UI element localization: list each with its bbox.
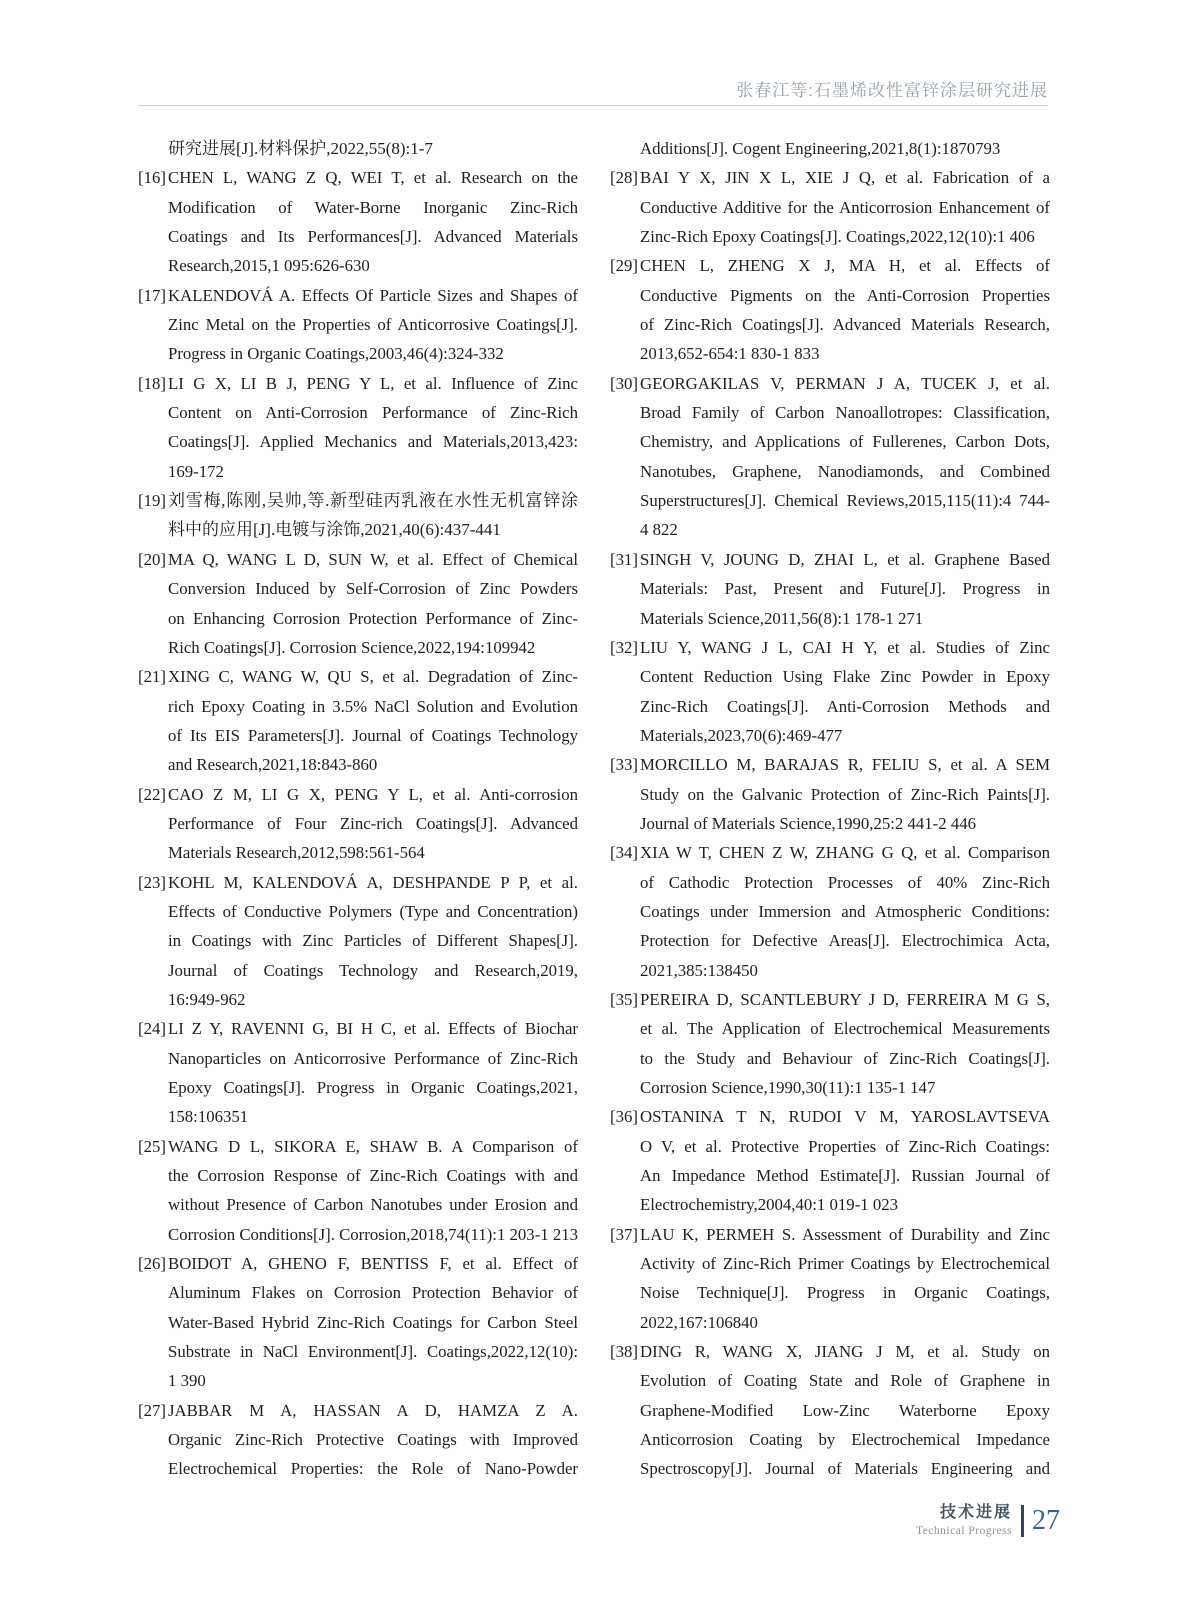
reference-line: Superstructures[J]. Chemical Reviews,2015,115(11):4 744-	[640, 491, 1050, 511]
reference-number: [31]	[610, 549, 638, 569]
reference-line: 2022,167:106840	[640, 1312, 758, 1332]
reference-item	[610, 633, 1050, 750]
reference-line: Conductive Additive for the Anticorrosion Enhancement of	[640, 197, 1050, 217]
page-footer	[916, 1504, 1060, 1537]
reference-text	[168, 1014, 578, 1131]
reference-line: Conductive Pigments on the Anti-Corrosion Properties	[640, 285, 1050, 305]
reference-number	[610, 134, 640, 163]
reference-item	[610, 134, 1050, 163]
reference-item	[610, 1220, 1050, 1337]
reference-line: Materials: Past, Present and Future[J]. Progress in	[640, 579, 1050, 599]
reference-line: 158:106351	[168, 1107, 249, 1127]
reference-line: Chemistry, and Applications of Fullerenes, Carbon Dots,	[640, 432, 1050, 452]
reference-line: LAU K, PERMEH S. Assessment of Durability and Zinc	[640, 1224, 1050, 1244]
reference-text	[168, 134, 578, 163]
reference-number: [16]	[138, 168, 166, 188]
reference-line: Study on the Galvanic Protection of Zinc-Rich Paints[J].	[640, 784, 1050, 804]
reference-line: 2013,652-654:1 830-1 833	[640, 344, 820, 364]
reference-number: [27]	[138, 1400, 166, 1420]
reference-line: LI Z Y, RAVENNI G, BI H C, et al. Effects of Biochar	[168, 1019, 578, 1039]
reference-item	[138, 134, 578, 163]
reference-line: Noise Technique[J]. Progress in Organic Coatings,	[640, 1283, 1050, 1303]
reference-line: Epoxy Coatings[J]. Progress in Organic Coatings,2021,	[168, 1078, 578, 1097]
reference-line: Broad Family of Carbon Nanoallotropes: Classification,	[640, 403, 1050, 423]
reference-line: without Presence of Carbon Nanotubes under Erosion and	[168, 1195, 578, 1215]
reference-line: KOHL M, KALENDOVÁ A, DESHPANDE P P, et al.	[168, 872, 578, 892]
reference-line: of Cathodic Protection Processes of 40% Zinc-Rich	[640, 872, 1050, 892]
reference-item	[138, 486, 578, 545]
reference-line: in Coatings with Zinc Particles of Different Shapes[J].	[168, 931, 578, 951]
reference-text	[640, 163, 1050, 251]
reference-line: Water-Based Hybrid Zinc-Rich Coatings for Carbon Steel	[168, 1312, 578, 1332]
reference-line: Electrochemistry,2004,40:1 019-1 023	[640, 1195, 899, 1215]
reference-line: BOIDOT A, GHENO F, BENTISS F, et al. Effect of	[168, 1254, 578, 1274]
reference-text	[168, 163, 578, 280]
reference-number: [33]	[610, 755, 638, 775]
reference-text	[640, 251, 1050, 368]
reference-line: Substrate in NaCl Environment[J]. Coatings,2022,12(10):	[168, 1342, 578, 1362]
reference-text	[640, 633, 1050, 750]
reference-text	[168, 281, 578, 369]
reference-line: 16:949-962	[168, 989, 246, 1009]
reference-item	[138, 1132, 578, 1249]
reference-line: Additions[J]. Cogent Engineering,2021,8(1):1870793	[640, 139, 1001, 158]
reference-text	[640, 545, 1050, 633]
reference-item	[610, 369, 1050, 545]
reference-number: [38]	[610, 1342, 638, 1362]
reference-number: [26]	[138, 1254, 166, 1274]
reference-number: [35]	[610, 989, 638, 1009]
reference-line: An Impedance Method Estimate[J]. Russian Journal of	[640, 1166, 1050, 1186]
reference-text	[168, 486, 578, 545]
reference-text	[640, 369, 1050, 545]
reference-line: of Its EIS Parameters[J]. Journal of Coatings Technology	[168, 725, 578, 745]
reference-line: Corrosion Conditions[J]. Corrosion,2018,74(11):1 203-1 213	[168, 1224, 579, 1244]
reference-text	[640, 134, 1050, 163]
reference-line: Content Reduction Using Flake Zinc Powder in Epoxy	[640, 667, 1050, 687]
reference-line: Zinc-Rich Epoxy Coatings[J]. Coatings,2022,12(10):1 406	[640, 227, 1035, 247]
reference-line: JABBAR M A, HASSAN A D, HAMZA Z A.	[168, 1400, 578, 1420]
reference-line: OSTANINA T N, RUDOI V M, YAROSLAVTSEVA	[640, 1107, 1050, 1127]
reference-line: Progress in Organic Coatings,2003,46(4):324-332	[168, 344, 504, 364]
reference-line: on Enhancing Corrosion Protection Performance of Zinc-	[168, 608, 578, 628]
reference-line: Materials Research,2012,598:561-564	[168, 843, 425, 863]
section-title-en: Technical Progress	[915, 1524, 1012, 1537]
reference-line: LIU Y, WANG J L, CAI H Y, et al. Studies of Zinc	[640, 637, 1050, 657]
reference-line: PEREIRA D, SCANTLEBURY J D, FERREIRA M G S,	[640, 989, 1050, 1009]
reference-item	[138, 545, 578, 662]
reference-line: Corrosion Science,1990,30(11):1 135-1 147	[640, 1078, 936, 1097]
reference-number: [30]	[610, 373, 638, 393]
reference-number: [19]	[138, 491, 166, 511]
reference-item	[610, 163, 1050, 251]
reference-item	[138, 780, 578, 868]
reference-line: SINGH V, JOUNG D, ZHAI L, et al. Graphene Based	[640, 549, 1050, 569]
reference-number: [24]	[138, 1019, 166, 1039]
reference-line: Anticorrosion Coating by Electrochemical Impedance	[640, 1430, 1050, 1450]
reference-line: 刘雪梅,陈刚,吴帅,等.新型硅丙乳液在水性无机富锌涂	[168, 491, 578, 511]
reference-text	[168, 662, 578, 779]
reference-line: Journal of Materials Science,1990,25:2 441-2 446	[640, 813, 977, 833]
reference-line: XING C, WANG W, QU S, et al. Degradation of Zinc-	[168, 667, 578, 687]
reference-line: GEORGAKILAS V, PERMAN J A, TUCEK J, et al.	[640, 373, 1050, 393]
reference-line: 1 390	[168, 1371, 206, 1391]
reference-item	[138, 281, 578, 369]
reference-line: Coatings and Its Performances[J]. Advanced Materials	[168, 227, 578, 247]
reference-line: Spectroscopy[J]. Journal of Materials Engineering and	[640, 1459, 1050, 1479]
reference-line: Zinc-Rich Coatings[J]. Anti-Corrosion Methods and	[640, 696, 1050, 716]
reference-number: [18]	[138, 373, 166, 393]
reference-number: [17]	[138, 285, 166, 305]
reference-line: Zinc Metal on the Properties of Anticorrosive Coatings[J].	[168, 315, 578, 335]
reference-line: Performance of Four Zinc-rich Coatings[J]. Advanced	[168, 813, 578, 833]
reference-text	[640, 1337, 1050, 1484]
reference-line: 4 822	[640, 520, 678, 540]
reference-line: Content on Anti-Corrosion Performance of Zinc-Rich	[168, 403, 578, 423]
reference-line: Activity of Zinc-Rich Primer Coatings by Electrochemical	[640, 1254, 1050, 1274]
reference-item	[138, 1396, 578, 1484]
reference-number: [22]	[138, 784, 166, 804]
reference-text	[168, 1396, 578, 1484]
reference-line: of Zinc-Rich Coatings[J]. Advanced Materials Research,	[640, 315, 1050, 335]
reference-item	[138, 662, 578, 779]
reference-text	[168, 868, 578, 1015]
reference-line: Organic Zinc-Rich Protective Coatings with Improved	[168, 1430, 578, 1450]
reference-line: Materials,2023,70(6):469-477	[640, 725, 843, 745]
reference-line: Effects of Conductive Polymers (Type and Concentration)	[168, 901, 578, 921]
reference-line: Coatings under Immersion and Atmospheric Conditions:	[640, 901, 1050, 921]
running-title: 张春江等:石墨烯改性富锌涂层研究进展	[736, 81, 1048, 100]
reference-line: and Research,2021,18:843-860	[168, 755, 378, 775]
reference-text	[640, 1220, 1050, 1337]
reference-line: et al. The Application of Electrochemical Measurements	[640, 1019, 1050, 1039]
reference-text	[640, 838, 1050, 985]
reference-text	[640, 985, 1050, 1102]
reference-item	[610, 545, 1050, 633]
page-number: 27	[1032, 1504, 1060, 1536]
reference-line: Aluminum Flakes on Corrosion Protection Behavior of	[168, 1283, 578, 1303]
reference-number: [29]	[610, 256, 638, 276]
reference-line: Evolution of Coating State and Role of Graphene in	[640, 1371, 1050, 1391]
reference-number	[138, 134, 168, 163]
reference-line: Rich Coatings[J]. Corrosion Science,2022,194:109942	[168, 637, 536, 657]
reference-number: [34]	[610, 843, 638, 863]
reference-line: CHEN L, ZHENG X J, MA H, et al. Effects of	[640, 256, 1050, 276]
reference-line: BAI Y X, JIN X L, XIE J Q, et al. Fabrication of a	[640, 168, 1050, 188]
reference-text	[168, 1249, 578, 1396]
reference-line: DING R, WANG X, JIANG J M, et al. Study on	[640, 1342, 1050, 1362]
reference-line: MA Q, WANG L D, SUN W, et al. Effect of Chemical	[168, 549, 578, 569]
reference-text	[168, 1132, 578, 1249]
reference-item	[138, 369, 578, 486]
reference-line: to the Study and Behaviour of Zinc-Rich Coatings[J].	[640, 1048, 1050, 1068]
reference-line: Protection for Defective Areas[J]. Electrochimica Acta,	[640, 931, 1050, 951]
reference-line: WANG D L, SIKORA E, SHAW B. A Comparison of	[168, 1136, 578, 1156]
reference-line: rich Epoxy Coating in 3.5% NaCl Solution and Evolution	[168, 696, 578, 716]
reference-item	[138, 1249, 578, 1396]
references-column-right	[610, 134, 1050, 1484]
reference-line: Materials Science,2011,56(8):1 178-1 271	[640, 608, 924, 628]
reference-line: Nanotubes, Graphene, Nanodiamonds, and Combined	[640, 461, 1050, 481]
reference-item	[610, 750, 1050, 838]
reference-number: [37]	[610, 1224, 638, 1244]
reference-number: [25]	[138, 1136, 166, 1156]
reference-number: [21]	[138, 667, 166, 687]
reference-line: Journal of Coatings Technology and Research,2019,	[168, 960, 578, 980]
reference-item	[138, 868, 578, 1015]
reference-item	[610, 1102, 1050, 1219]
reference-line: MORCILLO M, BARAJAS R, FELIU S, et al. A SEM	[640, 755, 1050, 775]
reference-line: 169-172	[168, 461, 224, 481]
reference-number: [36]	[610, 1107, 638, 1127]
reference-line: Modification of Water-Borne Inorganic Zinc-Rich	[168, 197, 578, 217]
footer-divider-bar	[1021, 1505, 1024, 1537]
reference-item	[610, 251, 1050, 368]
reference-line: 2021,385:138450	[640, 960, 758, 980]
reference-item	[138, 1014, 578, 1131]
reference-line: CHEN L, WANG Z Q, WEI T, et al. Research on the	[168, 168, 578, 188]
reference-line: KALENDOVÁ A. Effects Of Particle Sizes and Shapes of	[168, 285, 578, 305]
reference-number: [23]	[138, 872, 166, 892]
reference-line: Graphene-Modified Low-Zinc Waterborne Epoxy	[640, 1400, 1050, 1420]
reference-text	[168, 780, 578, 868]
reference-item	[610, 1337, 1050, 1484]
header-divider	[138, 105, 1048, 106]
reference-text	[168, 369, 578, 486]
reference-line: Electrochemical Properties: the Role of Nano-Powder	[168, 1459, 578, 1479]
reference-line: O V, et al. Protective Properties of Zinc-Rich Coatings:	[640, 1136, 1050, 1156]
section-title	[916, 1504, 1012, 1537]
reference-line: CAO Z M, LI G X, PENG Y L, et al. Anti-corrosion	[168, 784, 578, 804]
reference-text	[168, 545, 578, 662]
reference-item	[610, 838, 1050, 985]
reference-line: LI G X, LI B J, PENG Y L, et al. Influence of Zinc	[168, 373, 578, 393]
reference-text	[640, 750, 1050, 838]
reference-item	[138, 163, 578, 280]
reference-line: the Corrosion Response of Zinc-Rich Coatings with and	[168, 1166, 578, 1186]
references-column-left	[138, 134, 578, 1484]
section-title-cn: 技术进展	[939, 1504, 1012, 1521]
reference-line: Coatings[J]. Applied Mechanics and Materials,2013,423:	[168, 432, 578, 452]
reference-line: Research,2015,1 095:626-630	[168, 256, 370, 276]
reference-line: Nanoparticles on Anticorrosive Performance of Zinc-Rich	[168, 1048, 578, 1068]
reference-line: Conversion Induced by Self-Corrosion of Zinc Powders	[168, 579, 578, 599]
reference-line: 料中的应用[J].电镀与涂饰,2021,40(6):437-441	[168, 520, 501, 540]
reference-line: XIA W T, CHEN Z W, ZHANG G Q, et al. Comparison	[640, 843, 1050, 863]
reference-number: [20]	[138, 549, 166, 569]
reference-item	[610, 985, 1050, 1102]
reference-number: [28]	[610, 168, 638, 188]
reference-number: [32]	[610, 637, 638, 657]
reference-text	[640, 1102, 1050, 1219]
reference-line: 研究进展[J].材料保护,2022,55(8):1-7	[168, 139, 433, 158]
